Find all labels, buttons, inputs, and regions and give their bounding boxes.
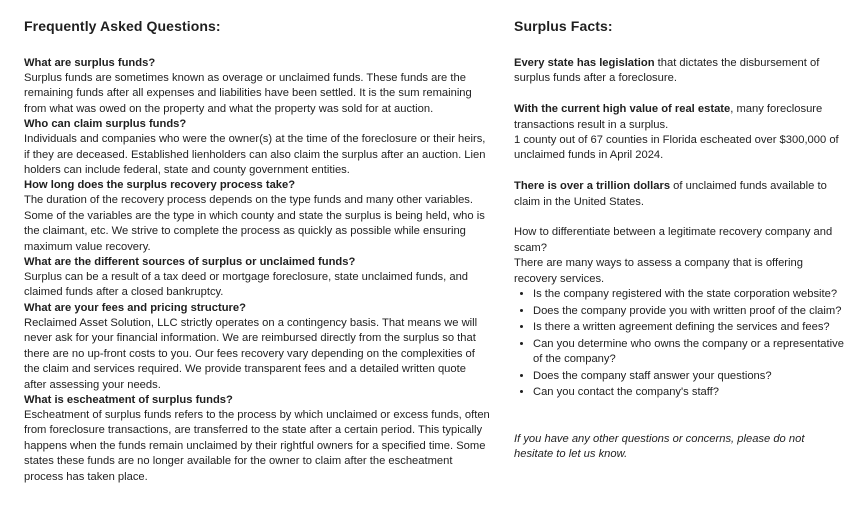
legit-intro: There are many ways to assess a company that is offering recovery services. <box>514 257 803 285</box>
check-list <box>514 287 844 401</box>
fact-text: , many foreclosure transactions result in a surplus. <box>514 103 823 131</box>
list-item: • Does the company staff answer your questions? <box>533 369 844 384</box>
faq-item <box>24 393 490 485</box>
faq-item <box>24 255 490 301</box>
faq-question: What are the different sources of surplus or unclaimed funds? <box>24 256 356 269</box>
fact-real-estate <box>514 102 844 164</box>
fact-line <box>514 102 844 133</box>
fact-text: of unclaimed funds available to claim in the United States. <box>514 180 827 208</box>
faq-item <box>24 301 490 393</box>
list-item: • Can you contact the company's staff? <box>533 385 844 400</box>
fact-bold: Every state has legislation <box>514 57 655 69</box>
facts-heading: Surplus Facts: <box>514 18 613 34</box>
fact-trillion <box>514 179 844 210</box>
fact-legislation <box>514 56 844 87</box>
faq-answer: The duration of the recovery process depends on the type funds and many other variables. Some of the variables are the type in which county and state the surplus is being held, who is the claimant, etc. We strive to complete the process as quickly as possible while ensuring maximum value recovery. <box>24 194 485 253</box>
fact-text: that dictates the disbursement of surplus funds after a foreclosure. <box>514 57 820 85</box>
legit-section <box>514 225 844 287</box>
faq-question: How long does the surplus recovery process take? <box>24 179 296 192</box>
fact-bold: There is over a trillion dollars <box>514 180 671 193</box>
legit-question: How to differentiate between a legitimate recovery company and scam? <box>514 226 833 254</box>
faq-answer: Surplus funds are sometimes known as overage or unclaimed funds. These funds are the remaining funds after all expenses and liabilities have been settled. It is the sum remaining from what was owed on the property and what the property was sold for at auction. <box>24 72 472 115</box>
faq-question: What are surplus funds? <box>24 57 156 69</box>
fact-extra: 1 county out of 67 counties in Florida escheated over $300,000 of unclaimed funds in April 2024. <box>514 134 839 162</box>
list-item: • Does the company provide you with written proof of the claim? <box>533 304 844 319</box>
list-item: • Is the company registered with the state corporation website? <box>533 287 844 302</box>
faq-answer: Escheatment of surplus funds refers to the process by which unclaimed or excess funds, often from foreclosure transactions, are transferred to the state after a certain period. This typically happens when the funds remain unclaimed by their rightful owners for a specified time. Some states these funds are no longer available for the owner to claim after the escheatment process has taken place. <box>24 408 490 483</box>
facts-section <box>514 18 844 463</box>
faq-section <box>24 18 490 485</box>
faq-question: Who can claim surplus funds? <box>24 118 187 131</box>
faq-item <box>24 178 490 255</box>
faq-heading: Frequently Asked Questions: <box>24 18 221 34</box>
faq-question: What are your fees and pricing structure? <box>24 301 246 314</box>
faq-question: What is escheatment of surplus funds? <box>24 393 233 406</box>
faq-answer: Reclaimed Asset Solution, LLC strictly operates on a contingency basis. That means we will never ask for your financial information. We are reimbursed directly from the surplus so that there are no up-front costs to you. Our fees recovery vary depending on the complexities of the claim and services required. We provide transparent fees and a detailed written quote after assessing your needs. <box>24 316 478 391</box>
faq-item <box>24 56 490 117</box>
faq-item <box>24 117 490 178</box>
list-item: • Is there a written agreement defining the services and fees? <box>533 320 844 335</box>
faq-answer: Individuals and companies who were the owner(s) at the time of the foreclosure or their heirs, if they are deceased. Established lienholders can also claim the surplus after an auction. Lien holders can include federal, state and county government entities. <box>24 133 486 177</box>
closing-note: If you have any other questions or concerns, please do not hesitate to let us know. <box>514 432 805 461</box>
list-item: • Can you determine who owns the company or a representative of the company? <box>533 337 844 368</box>
faq-answer: Surplus can be a result of a tax deed or mortgage foreclosure, state unclaimed funds, and claimed funds after a closed bankruptcy. <box>24 271 469 299</box>
fact-bold: With the current high value of real estate <box>514 103 731 116</box>
